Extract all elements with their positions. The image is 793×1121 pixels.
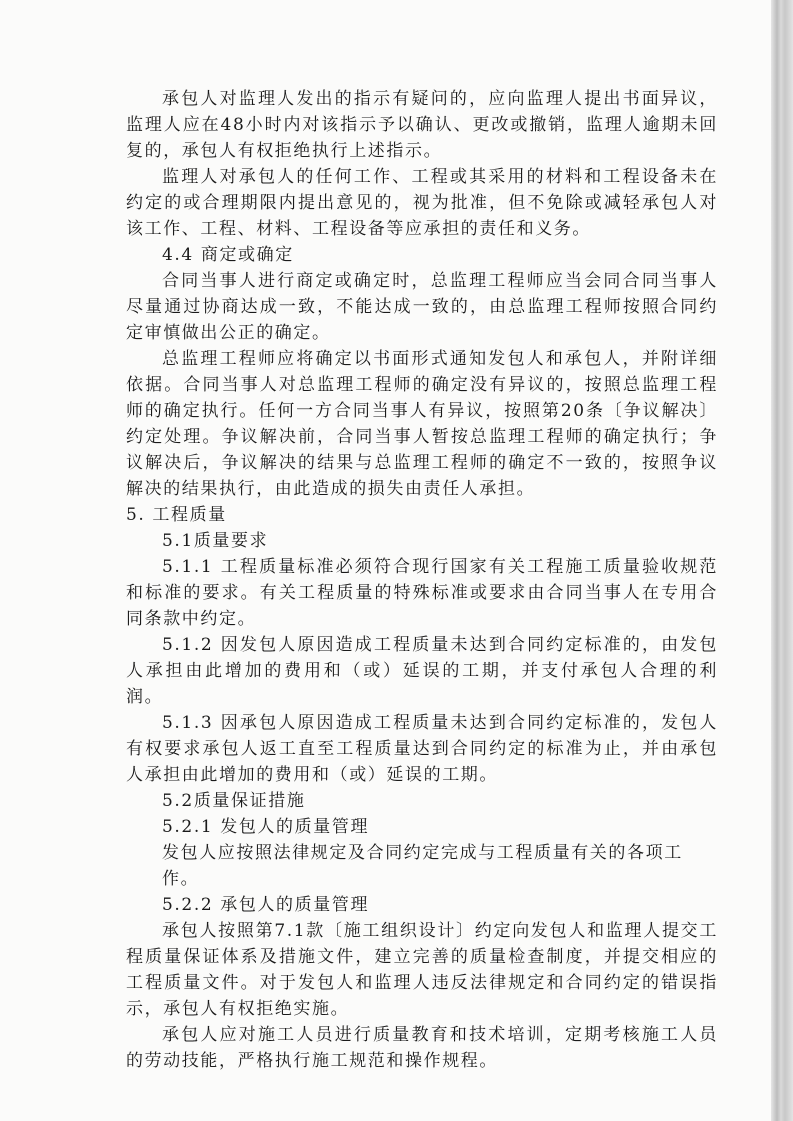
paragraph-determination-notice: 总监理工程师应将确定以书面形式通知发包人和承包人，并附详细依据。合同当事人对总监理工程师的确定没有异议的，按照总监理工程师的确定执行。任何一方合同当事人有异议，按照第20条〔争议解决〕约定处理。争议解决前，合同当事人暂按总监理工程师的确定执行；争议解决后，争议解决的结果与总监理工程师的确定不一致的，按照争议解决的结果执行，由此造成的损失由责任人承担。 — [126, 349, 718, 499]
paragraph-5-1-1: 5.1.1 工程质量标准必须符合现行国家有关工程施工质量验收规范和标准的要求。有关工程质量的特殊标准或要求由合同当事人在专用合同条款中约定。 — [126, 557, 718, 629]
section-heading-5-2-1: 5.2.1 发包人的质量管理 — [162, 817, 370, 837]
document-body — [126, 86, 718, 1074]
section-heading-5-1: 5.1质量要求 — [162, 531, 269, 551]
paragraph-5-1-2: 5.1.2 因发包人原因造成工程质量未达到合同约定标准的，由发包人承担由此增加的费用和（或）延误的工期，并支付承包人合理的利润。 — [126, 635, 718, 707]
paragraph-supervisor-approval: 监理人对承包人的任何工作、工程或其采用的材料和工程设备未在约定的或合理期限内提出意见的，视为批准，但不免除或减轻承包人对该工作、工程、材料、工程设备等应承担的责任和义务。 — [126, 167, 718, 239]
section-heading-5-2: 5.2质量保证措施 — [162, 791, 306, 811]
paragraph-negotiation: 合同当事人进行商定或确定时，总监理工程师应当会同合同当事人尽量通过协商达成一致，不能达成一致的，由总监理工程师按照合同约定审慎做出公正的确定。 — [126, 271, 718, 343]
section-heading-4-4: 4.4 商定或确定 — [162, 245, 294, 265]
paragraph-5-2-2-system: 承包人按照第7.1款〔施工组织设计〕约定向发包人和监理人提交工程质量保证体系及措施文件，建立完善的质量检查制度，并提交相应的工程质量文件。对于发包人和监理人违反法律规定和合同约定的错误指示，承包人有权拒绝实施。 — [126, 921, 718, 1019]
paragraph-5-2-1-body: 发包人应按照法律规定及合同约定完成与工程质量有关的各项工作。 — [162, 843, 683, 889]
paragraph-5-2-2-training: 承包人应对施工人员进行质量教育和技术培训，定期考核施工人员的劳动技能，严格执行施工规范和操作规程。 — [126, 1025, 718, 1071]
section-heading-5-2-2: 5.2.2 承包人的质量管理 — [162, 895, 370, 915]
paragraph-supervisor-instruction-objection: 承包人对监理人发出的指示有疑问的，应向监理人提出书面异议，监理人应在48小时内对该指示予以确认、更改或撤销，监理人逾期未回复的，承包人有权拒绝执行上述指示。 — [126, 89, 718, 161]
section-heading-5: 5. 工程质量 — [126, 505, 227, 525]
paragraph-5-1-3: 5.1.3 因承包人原因造成工程质量未达到合同约定标准的，发包人有权要求承包人返工直至工程质量达到合同约定的标准为止，并由承包人承担由此增加的费用和（或）延误的工期。 — [126, 713, 718, 785]
page-edge-shadow — [771, 0, 793, 1121]
